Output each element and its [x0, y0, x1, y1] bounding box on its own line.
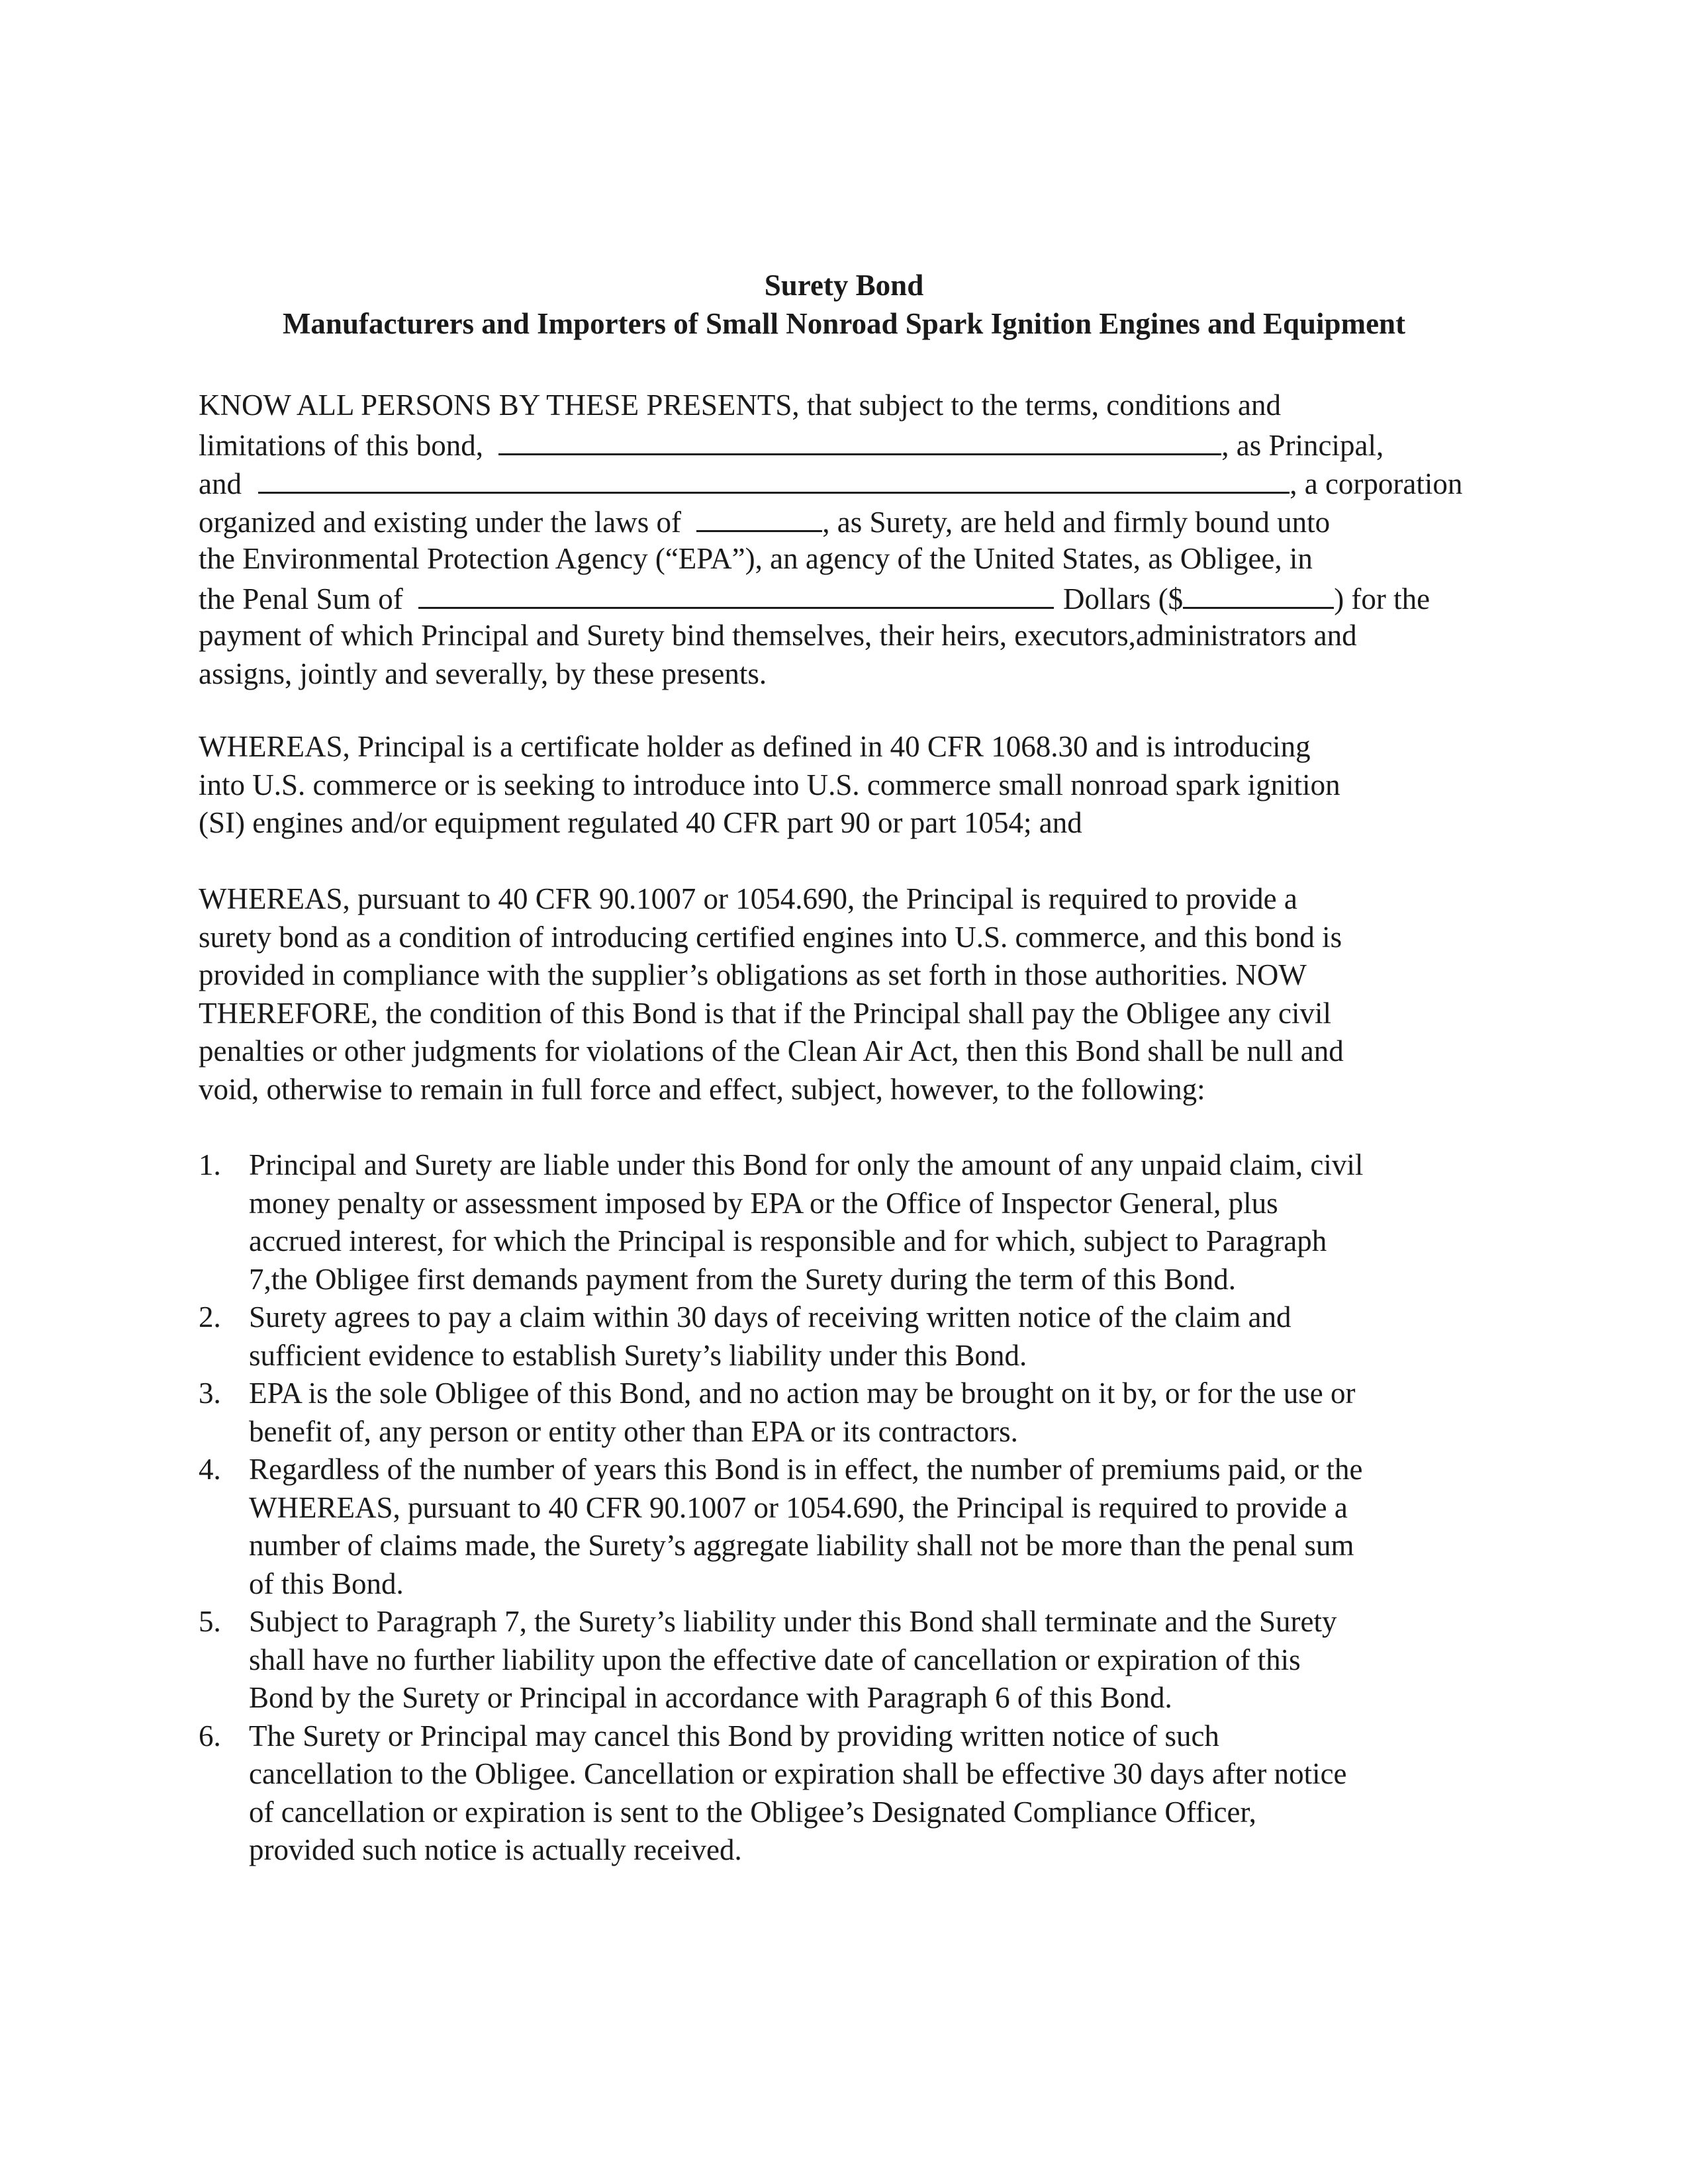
- intro-line-5: the Environmental Protection Agency (“EPA”), an agency of the United States, as Obligee, in: [199, 542, 1313, 575]
- title-block: [199, 266, 1489, 343]
- list-item: 2. Surety agrees to pay a claim within 30 days of receiving written notice of the claim and sufficient evidence to establish Surety’s liability under this Bond.: [199, 1300, 1291, 1372]
- list-item: 3. EPA is the sole Obligee of this Bond, and no action may be brought on it by, or for the use or benefit of, any person or entity other than EPA or its contractors.: [199, 1377, 1356, 1448]
- intro-line-1: KNOW ALL PERSONS BY THESE PRESENTS, that subject to the terms, conditions and: [199, 388, 1281, 422]
- intro-line-3: and , a corporation: [199, 463, 1489, 503]
- principal-name-blank[interactable]: [498, 424, 1221, 455]
- intro-line-8: assigns, jointly and severally, by these presents.: [199, 657, 767, 690]
- penal-sum-amount-blank[interactable]: [1183, 578, 1334, 609]
- whereas-paragraph-2: WHEREAS, pursuant to 40 CFR 90.1007 or 1054.690, the Principal is required to provide a surety bond as a condition of introducing certified engines into U.S. commerce, and this bond is provided in compliance with the supplier’s obligations as set forth in those authorities. NOW THEREFORE, the condition of this Bond is that if the Principal shall pay the Obligee any civil penalties or other judgments for violations of the Clean Air Act, then this Bond shall be null and void, otherwise to remain in full force and effect, subject, however, to the following:: [199, 882, 1344, 1106]
- list-item: 4. Regardless of the number of years this Bond is in effect, the number of premiums paid, or the WHEREAS, pursuant to 40 CFR 90.1007 or 1054.690, the Principal is required to provide a number of claims made, the Surety’s aggregate liability shall not be more than the penal sum of this Bond.: [199, 1453, 1363, 1600]
- penal-sum-words-blank[interactable]: [418, 578, 1054, 609]
- intro-line-6: the Penal Sum of Dollars ($ ) for the: [199, 578, 1489, 618]
- list-item: 6. The Surety or Principal may cancel this Bond by providing written notice of such cancellation to the Obligee. Cancellation or expiration shall be effective 30 days after notice of cancellation or expiration is sent to the Obligee’s Designated Compliance Officer, provided such notice is actually received.: [199, 1719, 1347, 1866]
- document-subtitle: Manufacturers and Importers of Small Nonroad Spark Ignition Engines and Equipment: [282, 307, 1406, 340]
- intro-line-2: limitations of this bond, , as Principal,: [199, 424, 1489, 465]
- surety-name-blank[interactable]: [258, 463, 1289, 494]
- list-item: 1. Principal and Surety are liable under this Bond for only the amount of any unpaid claim, civil money penalty or assessment imposed by EPA or the Office of Inspector General, plus accrued interest, for which the Principal is responsible and for which, subject to Paragraph 7,the Obligee first demands payment from the Surety during the term of this Bond.: [199, 1148, 1364, 1296]
- state-laws-blank[interactable]: [696, 501, 822, 532]
- whereas-paragraph-1: WHEREAS, Principal is a certificate holder as defined in 40 CFR 1068.30 and is introducing into U.S. commerce or is seeking to introduce into U.S. commerce small nonroad spark ignition (SI) engines and/or equipment regulated 40 CFR part 90 or part 1054; and: [199, 730, 1340, 839]
- intro-line-4: organized and existing under the laws of , as Surety, are held and firmly bound unto: [199, 501, 1489, 541]
- document-title: Surety Bond: [764, 269, 924, 302]
- intro-line-7: payment of which Principal and Surety bind themselves, their heirs, executors,administrators and: [199, 619, 1357, 652]
- conditions-list: [199, 1146, 1496, 1870]
- list-item: 5. Subject to Paragraph 7, the Surety’s liability under this Bond shall terminate and the Surety shall have no further liability upon the effective date of cancellation or expiration of this Bond by the Surety or Principal in accordance with Paragraph 6 of this Bond.: [199, 1605, 1337, 1714]
